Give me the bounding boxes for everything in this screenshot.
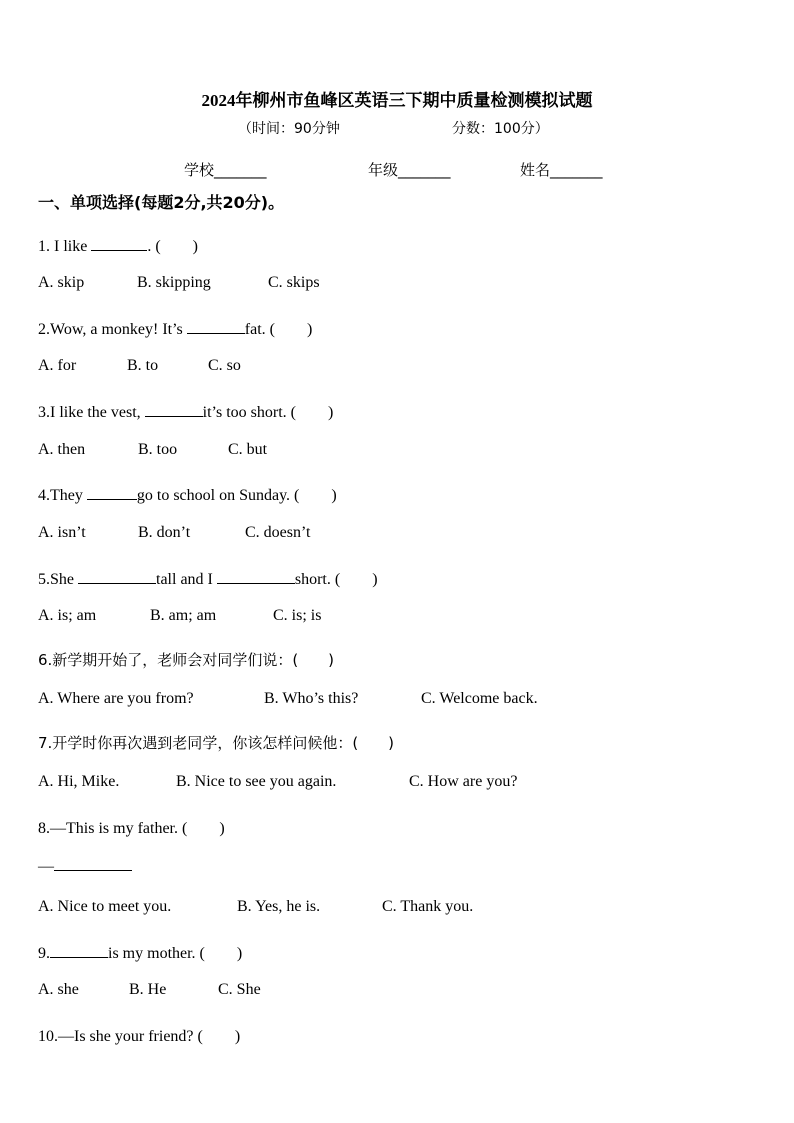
question-3-tail: it’s too short. ( ) [202, 404, 334, 421]
question-2-tail: fat. ( ) [244, 321, 313, 338]
name-label: 姓名 [520, 161, 551, 179]
option-b: B. skipping [137, 274, 211, 291]
school-label: 学校 [184, 161, 215, 179]
question-5-text: 5.She [38, 571, 78, 588]
name-field [520, 159, 603, 180]
option-c: C. Welcome back. [421, 690, 538, 707]
option-a: A. Where are you from? [38, 690, 194, 707]
grade-blank: _______ [398, 161, 451, 179]
option-a: A. isn’t [38, 524, 86, 541]
school-field [184, 159, 267, 180]
option-b: B. He [129, 981, 167, 998]
school-blank: _______ [214, 161, 267, 179]
answer-blank [54, 856, 132, 871]
page-title: 2024年柳州市鱼峰区英语三下期中质量检测模拟试题 [201, 91, 593, 110]
answer-blank [187, 319, 245, 334]
option-b: B. too [138, 441, 178, 458]
answer-line [38, 856, 132, 876]
question-1 [38, 233, 198, 256]
question-9-text: 9. [38, 945, 50, 962]
option-c: C. skips [268, 274, 320, 291]
question-5 [38, 566, 378, 589]
option-a: A. Nice to meet you. [38, 898, 172, 915]
answer-blank [217, 569, 295, 584]
option-a: A. is; am [38, 607, 97, 624]
option-c: C. doesn’t [245, 524, 311, 541]
question-8: 8.—This is my father. ( ) [38, 820, 225, 837]
question-5-tail: short. ( ) [294, 571, 378, 588]
option-b: B. Yes, he is. [237, 898, 321, 915]
question-2-text: 2.Wow, a monkey! It’s [38, 321, 187, 338]
question-1-text: 1. I like [38, 238, 92, 255]
grade-field [368, 159, 451, 180]
exam-time: （时间：90分钟 [238, 121, 340, 137]
option-b: B. Nice to see you again. [176, 773, 337, 790]
question-3 [38, 399, 333, 422]
question-7: 7.开学时你再次遇到老同学，你该怎样问候他：( ) [38, 734, 395, 752]
answer-blank [50, 943, 108, 958]
option-c: C. is; is [273, 607, 322, 624]
option-a: A. then [38, 441, 86, 458]
question-4-text: 4.They [38, 487, 87, 504]
option-c: C. She [218, 981, 261, 998]
option-c: C. but [228, 441, 268, 458]
question-3-text: 3.I like the vest, [38, 404, 145, 421]
option-a: A. she [38, 981, 79, 998]
question-1-tail: . ( ) [147, 238, 198, 255]
option-a: A. for [38, 357, 77, 374]
option-b: B. Who’s this? [264, 690, 359, 707]
option-c: C. How are you? [409, 773, 518, 790]
option-b: B. don’t [138, 524, 191, 541]
question-5-mid: tall and I [156, 571, 217, 588]
name-blank: _______ [550, 161, 603, 179]
question-6: 6.新学期开始了，老师会对同学们说：( ) [38, 651, 335, 669]
question-9-tail: is my mother. ( ) [108, 945, 243, 962]
option-c: C. so [208, 357, 241, 374]
option-b: B. to [127, 357, 159, 374]
grade-label: 年级 [368, 161, 399, 179]
answer-blank [78, 569, 156, 584]
option-b: B. am; am [150, 607, 217, 624]
answer-blank [145, 402, 203, 417]
question-2 [38, 316, 312, 339]
exam-score: 分数：100分） [452, 121, 549, 137]
answer-blank [91, 236, 147, 251]
option-c: C. Thank you. [382, 898, 474, 915]
option-a: A. skip [38, 274, 85, 291]
question-10: 10.—Is she your friend? ( ) [38, 1028, 241, 1045]
question-9 [38, 940, 242, 963]
option-a: A. Hi, Mike. [38, 773, 120, 790]
section-heading: 一、单项选择(每题2分,共20分)。 [38, 193, 285, 212]
question-4-tail: go to school on Sunday. ( ) [136, 487, 337, 504]
question-4 [38, 482, 337, 505]
answer-blank [87, 485, 137, 500]
answer-dash: — [38, 858, 54, 875]
